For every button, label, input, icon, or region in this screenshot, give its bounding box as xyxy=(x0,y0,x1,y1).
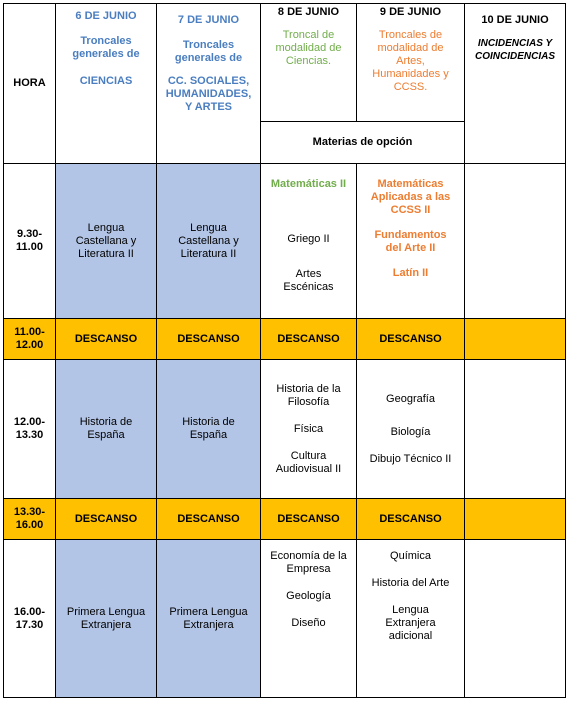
exam-schedule-table xyxy=(3,3,566,698)
exam-cell xyxy=(357,540,465,698)
break-cell xyxy=(157,319,261,360)
day2-date: 7 DE JUNIO xyxy=(177,14,240,26)
time-cell xyxy=(4,540,56,698)
exam-cell xyxy=(357,360,465,499)
time-cell xyxy=(4,499,56,540)
break-cell xyxy=(357,319,465,360)
subject-line: Matemáticas xyxy=(377,178,444,190)
day2-line5: Y ARTES xyxy=(184,101,233,113)
break-label: DESCANSO xyxy=(379,332,442,345)
subject-line: Diseño xyxy=(291,617,326,629)
break-cell xyxy=(56,499,157,540)
break-cell-empty xyxy=(465,499,566,540)
time-cell xyxy=(4,319,56,360)
day2-header xyxy=(157,4,261,164)
break-label: DESCANSO xyxy=(277,332,340,345)
exam-cell xyxy=(261,360,357,499)
exam-cell xyxy=(261,164,357,319)
row-12-00 xyxy=(4,360,566,499)
subject-line: Fundamentos xyxy=(374,229,447,241)
time-start: 13.30- xyxy=(13,506,46,518)
break-label: DESCANSO xyxy=(177,332,240,345)
subject-line: Matemáticas II xyxy=(270,178,347,190)
exam-cell xyxy=(157,164,261,319)
subject-line: Geología xyxy=(286,590,331,602)
subject-line: Economía de la xyxy=(270,550,347,562)
subject-line: Cultura xyxy=(290,449,327,462)
day5-date: 10 DE JUNIO xyxy=(481,14,549,26)
subject-line: España xyxy=(87,429,125,441)
incidencias-cell xyxy=(465,164,566,319)
subject-line: Dibujo Técnico II xyxy=(369,452,452,465)
incidencias-cell xyxy=(465,360,566,499)
time-start: 16.00- xyxy=(13,605,46,618)
day5-header xyxy=(465,4,566,164)
break-cell xyxy=(357,499,465,540)
break-label: DESCANSO xyxy=(277,512,340,525)
subject-line: Extranjera xyxy=(183,618,234,631)
materias-opcion-label: Materias de opción xyxy=(312,136,413,148)
day4-line4: Humanidades y xyxy=(372,68,449,80)
materias-opcion-header xyxy=(261,122,465,164)
subject-line: Biología xyxy=(390,425,431,438)
day4-line2: modalidad de xyxy=(377,42,444,54)
time-cell xyxy=(4,164,56,319)
hora-header xyxy=(4,4,56,164)
time-end: 12.00 xyxy=(15,339,44,351)
schedule-sheet xyxy=(3,3,565,701)
subject-line: Geografía xyxy=(386,392,435,405)
subject-line: Castellana y xyxy=(178,234,239,247)
day2-line4: HUMANIDADES, xyxy=(165,88,252,100)
time-start: 11.00- xyxy=(14,326,45,338)
subject-line: Castellana y xyxy=(75,234,137,247)
subject-line: Literatura II xyxy=(180,247,237,260)
day3-line1: Troncal de xyxy=(282,29,335,41)
day5-line2: COINCIDENCIAS xyxy=(474,51,555,62)
time-end: 13.30 xyxy=(15,429,44,441)
subject-line: Literatura II xyxy=(78,247,134,260)
day3-date: 8 DE JUNIO xyxy=(277,6,340,18)
subject-line: Lengua xyxy=(87,221,125,234)
day4-line5: CCSS. xyxy=(393,81,428,93)
exam-cell xyxy=(157,360,261,499)
day2-line3: CC. SOCIALES, xyxy=(167,75,250,87)
day2-line2: generales de xyxy=(174,52,243,64)
subject-line: CCSS II xyxy=(390,204,431,216)
subject-line: Extranjera xyxy=(385,617,436,629)
subject-line: adicional xyxy=(388,630,433,642)
subject-line: Empresa xyxy=(286,563,331,575)
subject-line: Extranjera xyxy=(80,618,132,631)
subject-line: Historia del Arte xyxy=(371,577,450,589)
break-cell xyxy=(261,319,357,360)
subject-line: Historia de xyxy=(79,416,133,428)
day1-date: 6 DE JUNIO xyxy=(75,10,137,22)
break-row-11-00 xyxy=(4,319,566,360)
break-cell xyxy=(56,319,157,360)
exam-cell xyxy=(56,540,157,698)
break-label: DESCANSO xyxy=(74,332,138,345)
time-start: 12.00- xyxy=(13,416,46,428)
break-cell-empty xyxy=(465,319,566,360)
row-9-30 xyxy=(4,164,566,319)
break-label: DESCANSO xyxy=(177,512,240,525)
time-cell xyxy=(4,360,56,499)
break-label: DESCANSO xyxy=(74,512,138,525)
subject-line: Griego II xyxy=(287,233,330,245)
time-end: 11.00 xyxy=(16,241,43,253)
day4-line3: Artes, xyxy=(396,55,425,67)
exam-cell xyxy=(56,164,157,319)
time-end: 16.00 xyxy=(15,519,44,531)
time-end: 17.30 xyxy=(15,618,44,631)
exam-cell xyxy=(157,540,261,698)
break-cell xyxy=(157,499,261,540)
subject-line: Audiovisual II xyxy=(275,462,342,475)
break-label: DESCANSO xyxy=(379,512,442,525)
day1-line1: Troncales xyxy=(80,35,132,47)
subject-line: Artes xyxy=(295,268,322,280)
subject-line: Historia de xyxy=(182,416,235,428)
header-row-top xyxy=(4,4,566,122)
subject-line: Filosofía xyxy=(287,395,330,408)
day2-line1: Troncales xyxy=(182,39,235,51)
day3-header xyxy=(261,4,357,122)
subject-line: Lengua xyxy=(190,221,227,234)
subject-line: Primera Lengua xyxy=(169,605,248,618)
day1-line2: generales de xyxy=(72,48,140,60)
row-16-00 xyxy=(4,540,566,698)
subject-line: del Arte II xyxy=(385,242,436,254)
day3-line3: Ciencias. xyxy=(285,55,332,67)
exam-cell xyxy=(56,360,157,499)
subject-line: Historia de la xyxy=(276,382,341,395)
subject-line: Escénicas xyxy=(283,281,334,293)
subject-line: Aplicadas a las xyxy=(370,191,451,203)
exam-cell xyxy=(261,540,357,698)
day4-date: 9 DE JUNIO xyxy=(379,6,442,18)
day4-line1: Troncales de xyxy=(378,29,443,41)
day1-line3: CIENCIAS xyxy=(79,75,133,87)
break-cell xyxy=(261,499,357,540)
incidencias-cell xyxy=(465,540,566,698)
exam-cell xyxy=(357,164,465,319)
day3-line2: modalidad de xyxy=(275,42,342,54)
day5-line1: INCIDENCIAS Y xyxy=(477,38,553,49)
hora-label: HORA xyxy=(13,77,46,89)
subject-line: Lengua xyxy=(392,604,429,616)
subject-line: España xyxy=(189,429,228,441)
break-row-13-30 xyxy=(4,499,566,540)
subject-line: Química xyxy=(390,550,431,562)
subject-line: Primera Lengua xyxy=(66,605,146,618)
subject-line: Latín II xyxy=(392,267,429,279)
day4-header xyxy=(357,4,465,122)
time-start: 9.30- xyxy=(16,228,43,240)
day1-header xyxy=(56,4,157,164)
subject-line: Física xyxy=(293,422,324,435)
